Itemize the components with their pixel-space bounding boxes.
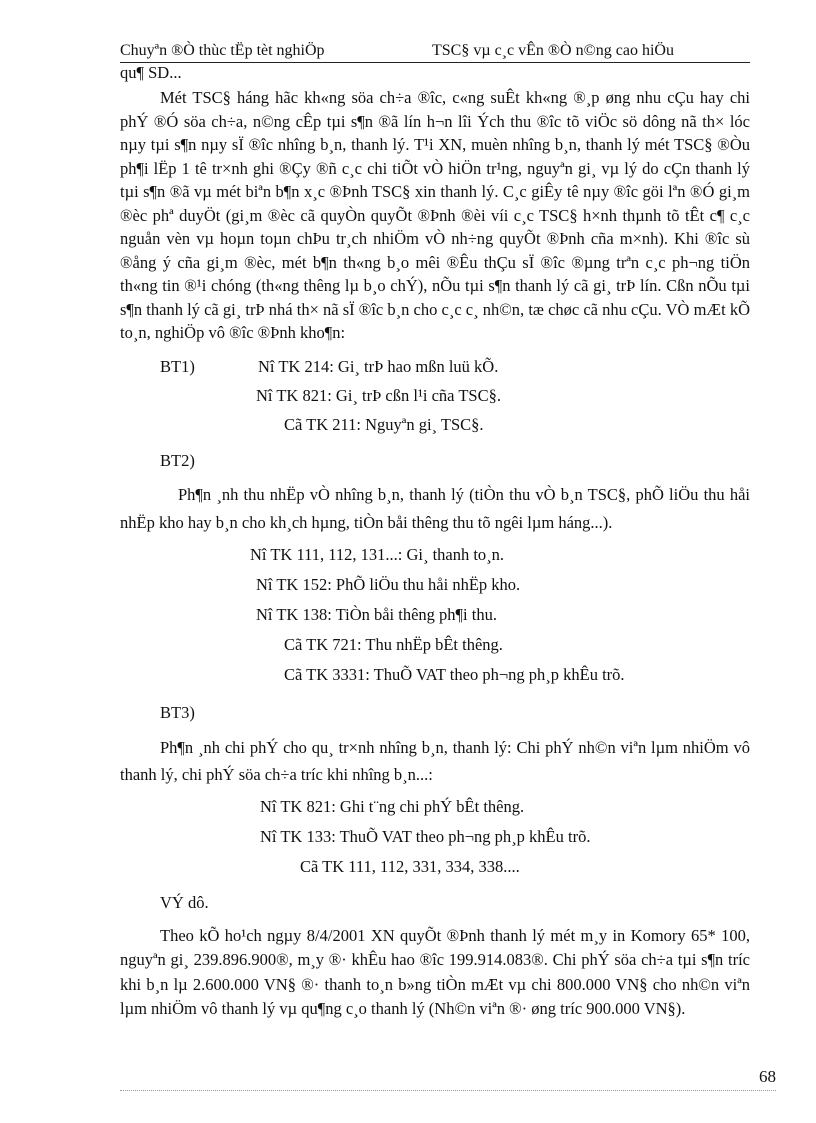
bt2-line-4 bbox=[120, 634, 750, 664]
bt1-line-1 bbox=[120, 356, 750, 385]
intro-tail: qu¶ SD... bbox=[120, 63, 182, 82]
paragraph-1: Mét TSC§ háng hãc kh«ng söa ch÷a ®îc, c«ng suÊt kh«ng ®¸p øng nhu cÇu hay chi phÝ ®Ó söa ch÷a, n©ng cÊp tµi s¶n ®ã lín h¬n lîi Ých thu ®îc tõ viÖc sö dông nã th× lóc nµy tµi s¶n nµy sÏ ®îc nhîng b¸n, thanh lý. T¹i XN, muèn nhîng b¸n, thanh lý mét TSC§ ®Òu ph¶i lËp 1 tê tr×nh ghi ®Çy ®ñ c¸c chi tiÕt vÒ hiÖn tr¹ng, nguyªn gi¸ vµ lý do cÇn thanh lý tµi s¶n ®ã vµ mét biªn b¶n x¸c ®Þnh TSC§ xin thanh lý. C¸c giÊy tê nµy ®îc göi lªn ®Ó gi¸m ®èc phª duyÖt (gi¸m ®èc cã quyÒn quyÕt ®Þnh ®èi víi c¸c TSC§ h×nh thµnh tõ tÊt c¶ c¸c nguån vèn vµ hoµn toµn chÞu tr¸ch nhiÖm vÒ nh÷ng quyÕt ®Þnh cña m×nh). Khi ®îc sù ®ång ý cña gi¸m ®èc, mét b¶n th«ng b¸o mêi ®Êu thÇu sÏ ®îc ®µng trªn c¸c ph¬ng tiÖn th«ng tin ®¹i chóng (th«ng thêng lµ b¸o chÝ), nÕu tµi s¶n thanh lý cã gi¸ trÞ lín. Cßn nÕu tµi s¶n thanh lý cã gi¸ trÞ nhá th× nã sÏ ®îc b¸n cho c¸c c¸ nh©n, tæ chøc cã nhu cÇu. VÒ mÆt kÕ to¸n, nghiÖp vô ®îc ®Þnh kho¶n: bbox=[120, 88, 750, 342]
bt3-paragraph: Ph¶n ¸nh chi phÝ cho qu¸ tr×nh nhîng b¸n, thanh lý: Chi phÝ nh©n viªn lµm nhiÖm vô thanh lý, chi phÝ söa ch÷a tríc khi nhîng b¸n...: bbox=[120, 737, 750, 784]
bt2-entry: Cã TK 3331: ThuÕ VAT theo ph¬ng ph¸p khÊu trõ. bbox=[284, 664, 625, 684]
page-footer bbox=[120, 1066, 776, 1091]
header-left-title: Chuyªn ®Ò thùc tËp tèt nghiÖp bbox=[120, 42, 325, 59]
example-label: VÝ dô. bbox=[160, 892, 209, 912]
bt2-paragraph: Ph¶n ¸nh thu nhËp vÒ nhîng b¸n, thanh lý (tiÒn thu vÒ b¸n TSC§, phÕ liÖu thu håi nhËp kho hay b¸n cho kh¸ch hµng, tiÒn båi thêng thu tõ ngêi lµm háng...). bbox=[120, 484, 750, 532]
bt2-line-2 bbox=[120, 574, 750, 604]
bt3-line-1 bbox=[120, 796, 750, 826]
bt1-entry: Cã TK 211: Nguyªn gi¸ TSC§. bbox=[284, 414, 484, 434]
bt2-entry: Nî TK 138: TiÒn båi thêng ph¶i thu. bbox=[256, 604, 497, 624]
bt3-line-3 bbox=[120, 856, 750, 886]
page-number: 68 bbox=[759, 1067, 776, 1086]
bt2-line-3 bbox=[120, 604, 750, 634]
bt3-entry: Nî TK 133: ThuÕ VAT theo ph¬ng ph¸p khÊu trõ. bbox=[260, 826, 591, 846]
bt2-line-5 bbox=[120, 664, 750, 694]
bt3-line-2 bbox=[120, 826, 750, 856]
bt3-label: BT3) bbox=[160, 702, 195, 722]
bt3-entry: Nî TK 821: Ghi t¨ng chi phÝ bÊt thêng. bbox=[260, 796, 525, 816]
bt1-entry: Nî TK 214: Gi¸ trÞ hao mßn luü kÕ. bbox=[258, 356, 499, 376]
bt2-entry: Nî TK 152: PhÕ liÖu thu håi nhËp kho. bbox=[256, 574, 521, 594]
bt2-entry: Nî TK 111, 112, 131...: Gi¸ thanh to¸n. bbox=[250, 544, 505, 564]
bt1-label: BT1) bbox=[160, 356, 195, 376]
example-paragraph: Theo kÕ ho¹ch ngµy 8/4/2001 XN quyÕt ®Þnh thanh lý mét m¸y in Komory 65* 100, nguyªn gi¸ 239.896.900®, m¸y ®· khÊu hao ®îc 199.914.083®. Chi phÝ söa ch÷a tµi s¶n tríc khi b¸n lµ 2.600.000 VN§ ®· thanh to¸n b»ng tiÒn mÆt vµ chi 800.000 VN§ cho nh©n viªn lµm nhiÖm vô thanh lý vµ qu¶ng c¸o thanh lý (Nh©n viªn ®· øng tríc 900.000 VN§). bbox=[120, 925, 750, 1018]
bt1-entry: Nî TK 821: Gi¸ trÞ cßn l¹i cña TSC§. bbox=[256, 385, 501, 405]
bt2-heading bbox=[120, 450, 750, 474]
bt1-line-3 bbox=[120, 414, 750, 443]
bt3-heading bbox=[120, 702, 750, 726]
document-body bbox=[120, 62, 750, 1022]
bt1-line-2 bbox=[120, 385, 750, 414]
bt2-label: BT2) bbox=[160, 450, 195, 470]
page-header bbox=[120, 40, 750, 63]
example-heading bbox=[120, 892, 750, 916]
header-right-title: TSC§ vµ c¸c vÊn ®Ò n©ng cao hiÖu bbox=[432, 42, 674, 59]
bt2-line-1 bbox=[120, 544, 750, 574]
bt2-entry: Cã TK 721: Thu nhËp bÊt thêng. bbox=[284, 634, 503, 654]
bt3-entry: Cã TK 111, 112, 331, 334, 338.... bbox=[300, 856, 520, 876]
